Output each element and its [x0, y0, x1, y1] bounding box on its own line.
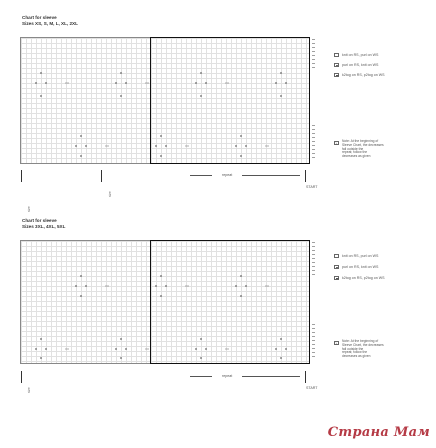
size-label: size — [108, 191, 112, 197]
legend-label: knit on RS, purl on WS — [342, 254, 379, 258]
row-number-ticks — [311, 37, 317, 164]
decrease-icon — [334, 341, 339, 345]
chart-subtitle: Sizes 3XL, 4XL, 5XL — [22, 224, 66, 229]
blank-square-icon — [334, 254, 339, 258]
decrease-icon — [334, 141, 339, 145]
repeat-line-left — [190, 175, 212, 176]
repeat-label: repeat — [222, 374, 233, 378]
size-marker — [21, 170, 22, 182]
dot-square-icon — [334, 265, 339, 269]
chart-title: Chart for sleeve — [22, 218, 57, 223]
note-title: Note: At the beginning of — [342, 339, 379, 343]
legend-label: knit on RS, purl on WS — [342, 53, 379, 57]
start-label: START — [306, 386, 318, 390]
legend-label: k2tog on RS, p2tog on WS — [342, 276, 385, 280]
note-line: decreases as given — [342, 154, 371, 159]
legend-label: purl on RS, knit on WS — [342, 63, 379, 67]
legend-label: purl on RS, knit on WS — [342, 265, 379, 269]
note-line: repeat; follow the — [342, 350, 368, 355]
bar-square-icon — [334, 73, 339, 77]
repeat-line-right — [242, 376, 300, 377]
chart-title: Chart for sleeve — [22, 15, 57, 20]
chart-note — [342, 340, 404, 359]
size-marker — [21, 371, 22, 383]
size-marker — [101, 170, 102, 182]
repeat-line-right — [242, 175, 300, 176]
note-line: fall outside the — [342, 146, 364, 151]
repeat-box — [150, 37, 310, 164]
note-line: decreases as given — [342, 354, 371, 359]
dot-square-icon — [334, 63, 339, 67]
note-line: Sleeve Chart, the decreases — [342, 342, 384, 347]
repeat-label: repeat — [222, 173, 233, 177]
note-line: Sleeve Chart, the decreases — [342, 142, 384, 147]
size-label: size — [27, 387, 31, 393]
bar-square-icon — [334, 276, 339, 280]
blank-square-icon — [334, 53, 339, 57]
size-marker — [305, 170, 306, 182]
note-title: Note: At the beginning of — [342, 139, 379, 143]
size-marker — [305, 371, 306, 383]
note-line: repeat; follow the — [342, 150, 368, 155]
repeat-box — [150, 240, 310, 364]
site-watermark: Страна Мам — [327, 425, 430, 440]
legend-label: k2tog on RS, p2tog on WS — [342, 73, 385, 77]
chart-note — [342, 140, 404, 159]
start-label: START — [306, 185, 318, 189]
row-numbers — [311, 240, 317, 364]
row-number-ticks — [311, 240, 317, 364]
row-numbers — [311, 37, 317, 164]
note-line: fall outside the — [342, 346, 364, 351]
chart-subtitle: Sizes XS, S, M, L, XL, 2XL — [22, 21, 78, 26]
repeat-line-left — [190, 376, 212, 377]
size-label: size — [27, 206, 31, 212]
